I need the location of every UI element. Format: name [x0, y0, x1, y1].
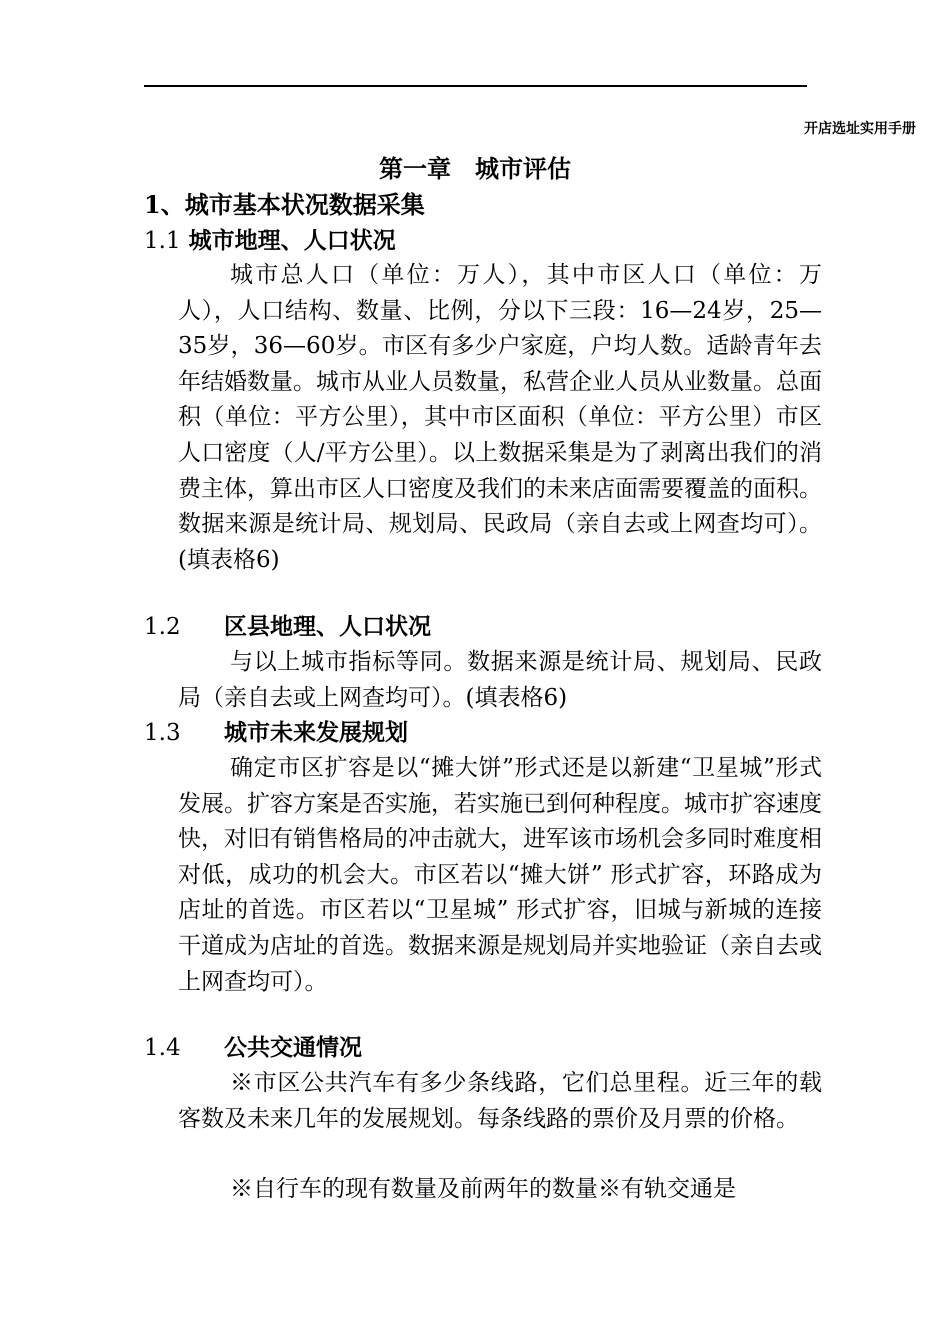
header-rule	[144, 85, 807, 87]
paragraph: 与以上城市指标等同。数据来源是统计局、规划局、民政局（亲自去或上网查均可）。(填表格6)	[178, 649, 822, 711]
subsection-heading-1-1	[144, 224, 396, 258]
subsection-title: 城市未来发展规划	[224, 719, 408, 746]
subsection-title: 公共交通情况	[224, 1034, 362, 1061]
paragraph: 确定市区扩容是以“摊大饼”形式还是以新建“卫星城”形式发展。扩容方案是否实施，若实施已到何种程度。城市扩容速度快，对旧有销售格局的冲击就大，进军该市场机会多同时难度相对低，成功的机会大。市区若以“摊大饼” 形式扩容，环路成为店址的首选。市区若以“卫星城” 形式扩容，旧城与新城的连接干道成为店址的首选。数据来源是规划局并实地验证（亲自去或上网查均可）。	[178, 755, 822, 995]
paragraph: 城市总人口（单位：万人），其中市区人口（单位：万人），人口结构、数量、比例，分以下三段：16—24岁，25—35岁，36—60岁。市区有多少户家庭，户均人数。适龄青年去年结婚数量。城市从业人员数量，私营企业人员从业数量。总面积（单位：平方公里），其中市区面积（单位：平方公里）市区人口密度（人/平方公里）。以上数据采集是为了剥离出我们的消费主体，算出市区人口密度及我们的未来店面需要覆盖的面积。数据来源是统计局、规划局、民政局（亲自去或上网查均可）。(填表格6)	[178, 262, 822, 573]
subsection-heading-1-3	[144, 716, 408, 750]
section-heading: 1、城市基本状况数据采集	[144, 190, 425, 219]
running-header-title: 开店选址实用手册	[804, 121, 916, 137]
subsection-title: 城市地理、人口状况	[188, 227, 396, 254]
subsection-number: 1.1	[144, 228, 181, 254]
paragraph: ※市区公共汽车有多少条线路，它们总里程。近三年的载客数及未来几年的发展规划。每条线路的票价及月票的价格。	[178, 1070, 822, 1132]
subsection-number: 1.2	[144, 614, 181, 640]
subsection-heading-1-4	[144, 1031, 362, 1065]
chapter-title: 第一章 城市评估	[379, 154, 571, 183]
paragraph: ※自行车的现有数量及前两年的数量※有轨交通是	[230, 1176, 736, 1202]
subsection-number: 1.3	[144, 720, 181, 746]
subsection-heading-1-2	[144, 610, 431, 644]
subsection-title: 区县地理、人口状况	[224, 613, 431, 640]
subsection-number: 1.4	[144, 1035, 181, 1061]
